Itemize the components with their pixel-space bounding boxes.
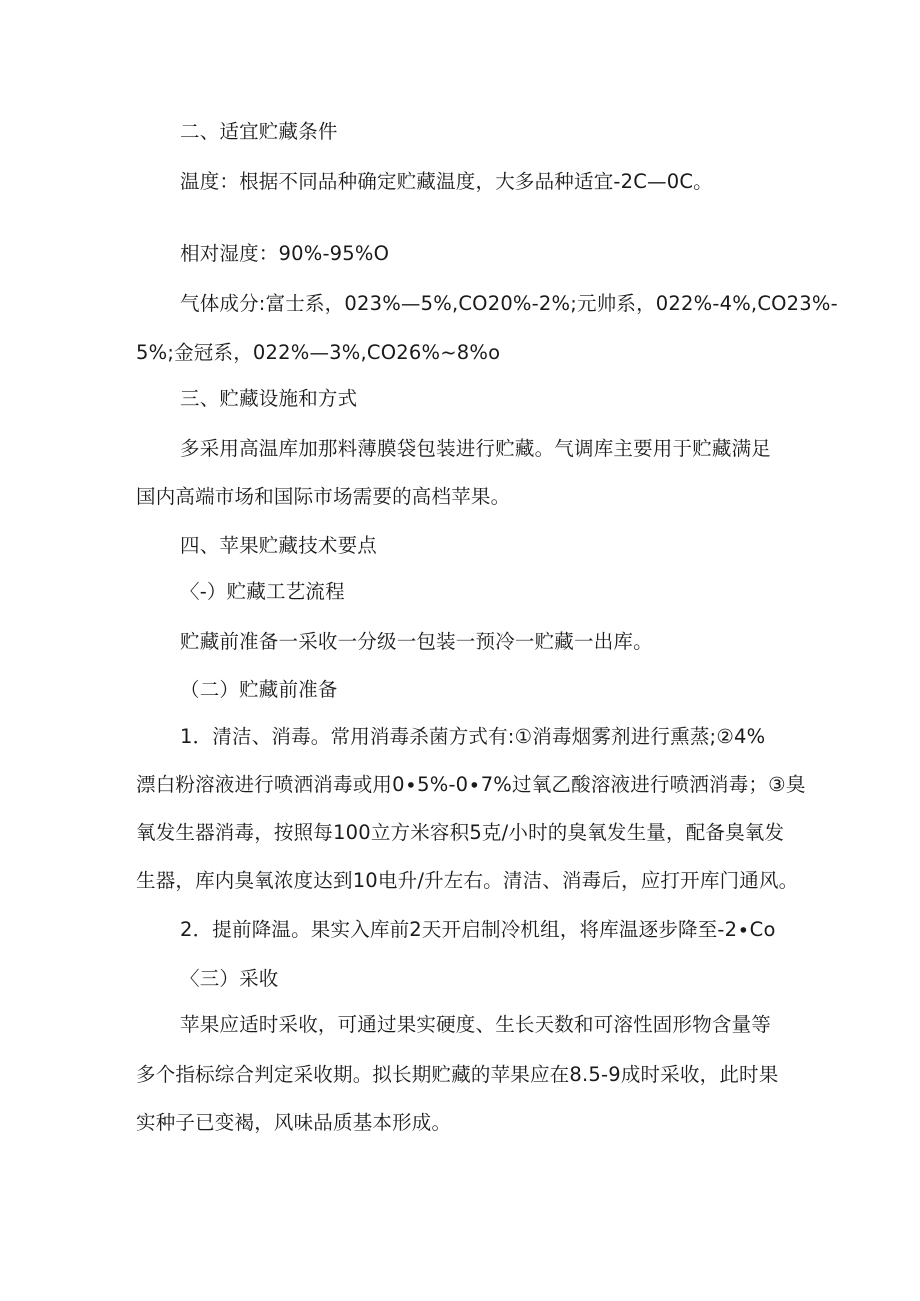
paragraph-facilities-line-2: 国内高端市场和国际市场需要的高档苹果。 (136, 485, 511, 508)
paragraph-cleaning-line-1: 1．清洁、消毒。常用消毒杀菌方式有:①消毒烟雾剂进行熏蒸;②4% (180, 725, 766, 748)
paragraph-cooling: 2．提前降温。果实入库前2天开启制冷机组，将库温逐步降至-2∙Co (180, 918, 776, 941)
paragraph-facilities-line-1: 多采用高温库加那料薄膜袋包装进行贮藏。气调库主要用于贮藏满足 (180, 437, 772, 460)
paragraph-cleaning-line-3: 氧发生器消毒，按照每100立方米容积5克/小时的臭氧发生量，配备臭氧发 (136, 821, 785, 844)
paragraph-harvest-line-1: 苹果应适时采收，可通过果实硬度、生长天数和可溶性固形物含量等 (180, 1013, 772, 1036)
paragraph-gas-line-1: 气体成分:富士系，023%—5%,CO20%-2%;元帅系，022%-4%,CO23%- (180, 292, 838, 315)
paragraph-cleaning-line-2: 漂白粉溶液进行喷洒消毒或用0∙5%-0∙7%过氧乙酸溶液进行喷洒消毒；③臭 (136, 773, 806, 796)
paragraph-temperature: 温度：根据不同品种确定贮藏温度，大多品种适宜-2C—0C。 (180, 170, 713, 193)
heading-storage-facilities: 三、贮藏设施和方式 (180, 387, 358, 410)
subheading-preparation: （二）贮藏前准备 (180, 678, 338, 701)
heading-storage-techniques: 四、苹果贮藏技术要点 (180, 534, 378, 557)
paragraph-humidity: 相对湿度：90%-95%O (180, 242, 390, 265)
subheading-harvest: 〈三）采收 (180, 967, 279, 990)
paragraph-harvest-line-3: 实种子已变褐，风味品质基本形成。 (136, 1111, 452, 1134)
paragraph-process-flow: 贮藏前准备一采收一分级一包装一预冷一贮藏一出库。 (180, 630, 653, 653)
heading-storage-conditions: 二、适宜贮藏条件 (180, 120, 338, 143)
paragraph-harvest-line-2: 多个指标综合判定采收期。拟长期贮藏的苹果应在8.5-9成时采收，此时果 (136, 1063, 779, 1086)
subheading-process-flow: 〈-）贮藏工艺流程 (180, 580, 345, 603)
paragraph-cleaning-line-4: 生器，库内臭氧浓度达到10电升/升左右。清洁、消毒后，应打开库门通风。 (136, 869, 799, 892)
paragraph-gas-line-2: 5%;金冠系，022%—3%,CO26%~8%o (136, 341, 501, 364)
